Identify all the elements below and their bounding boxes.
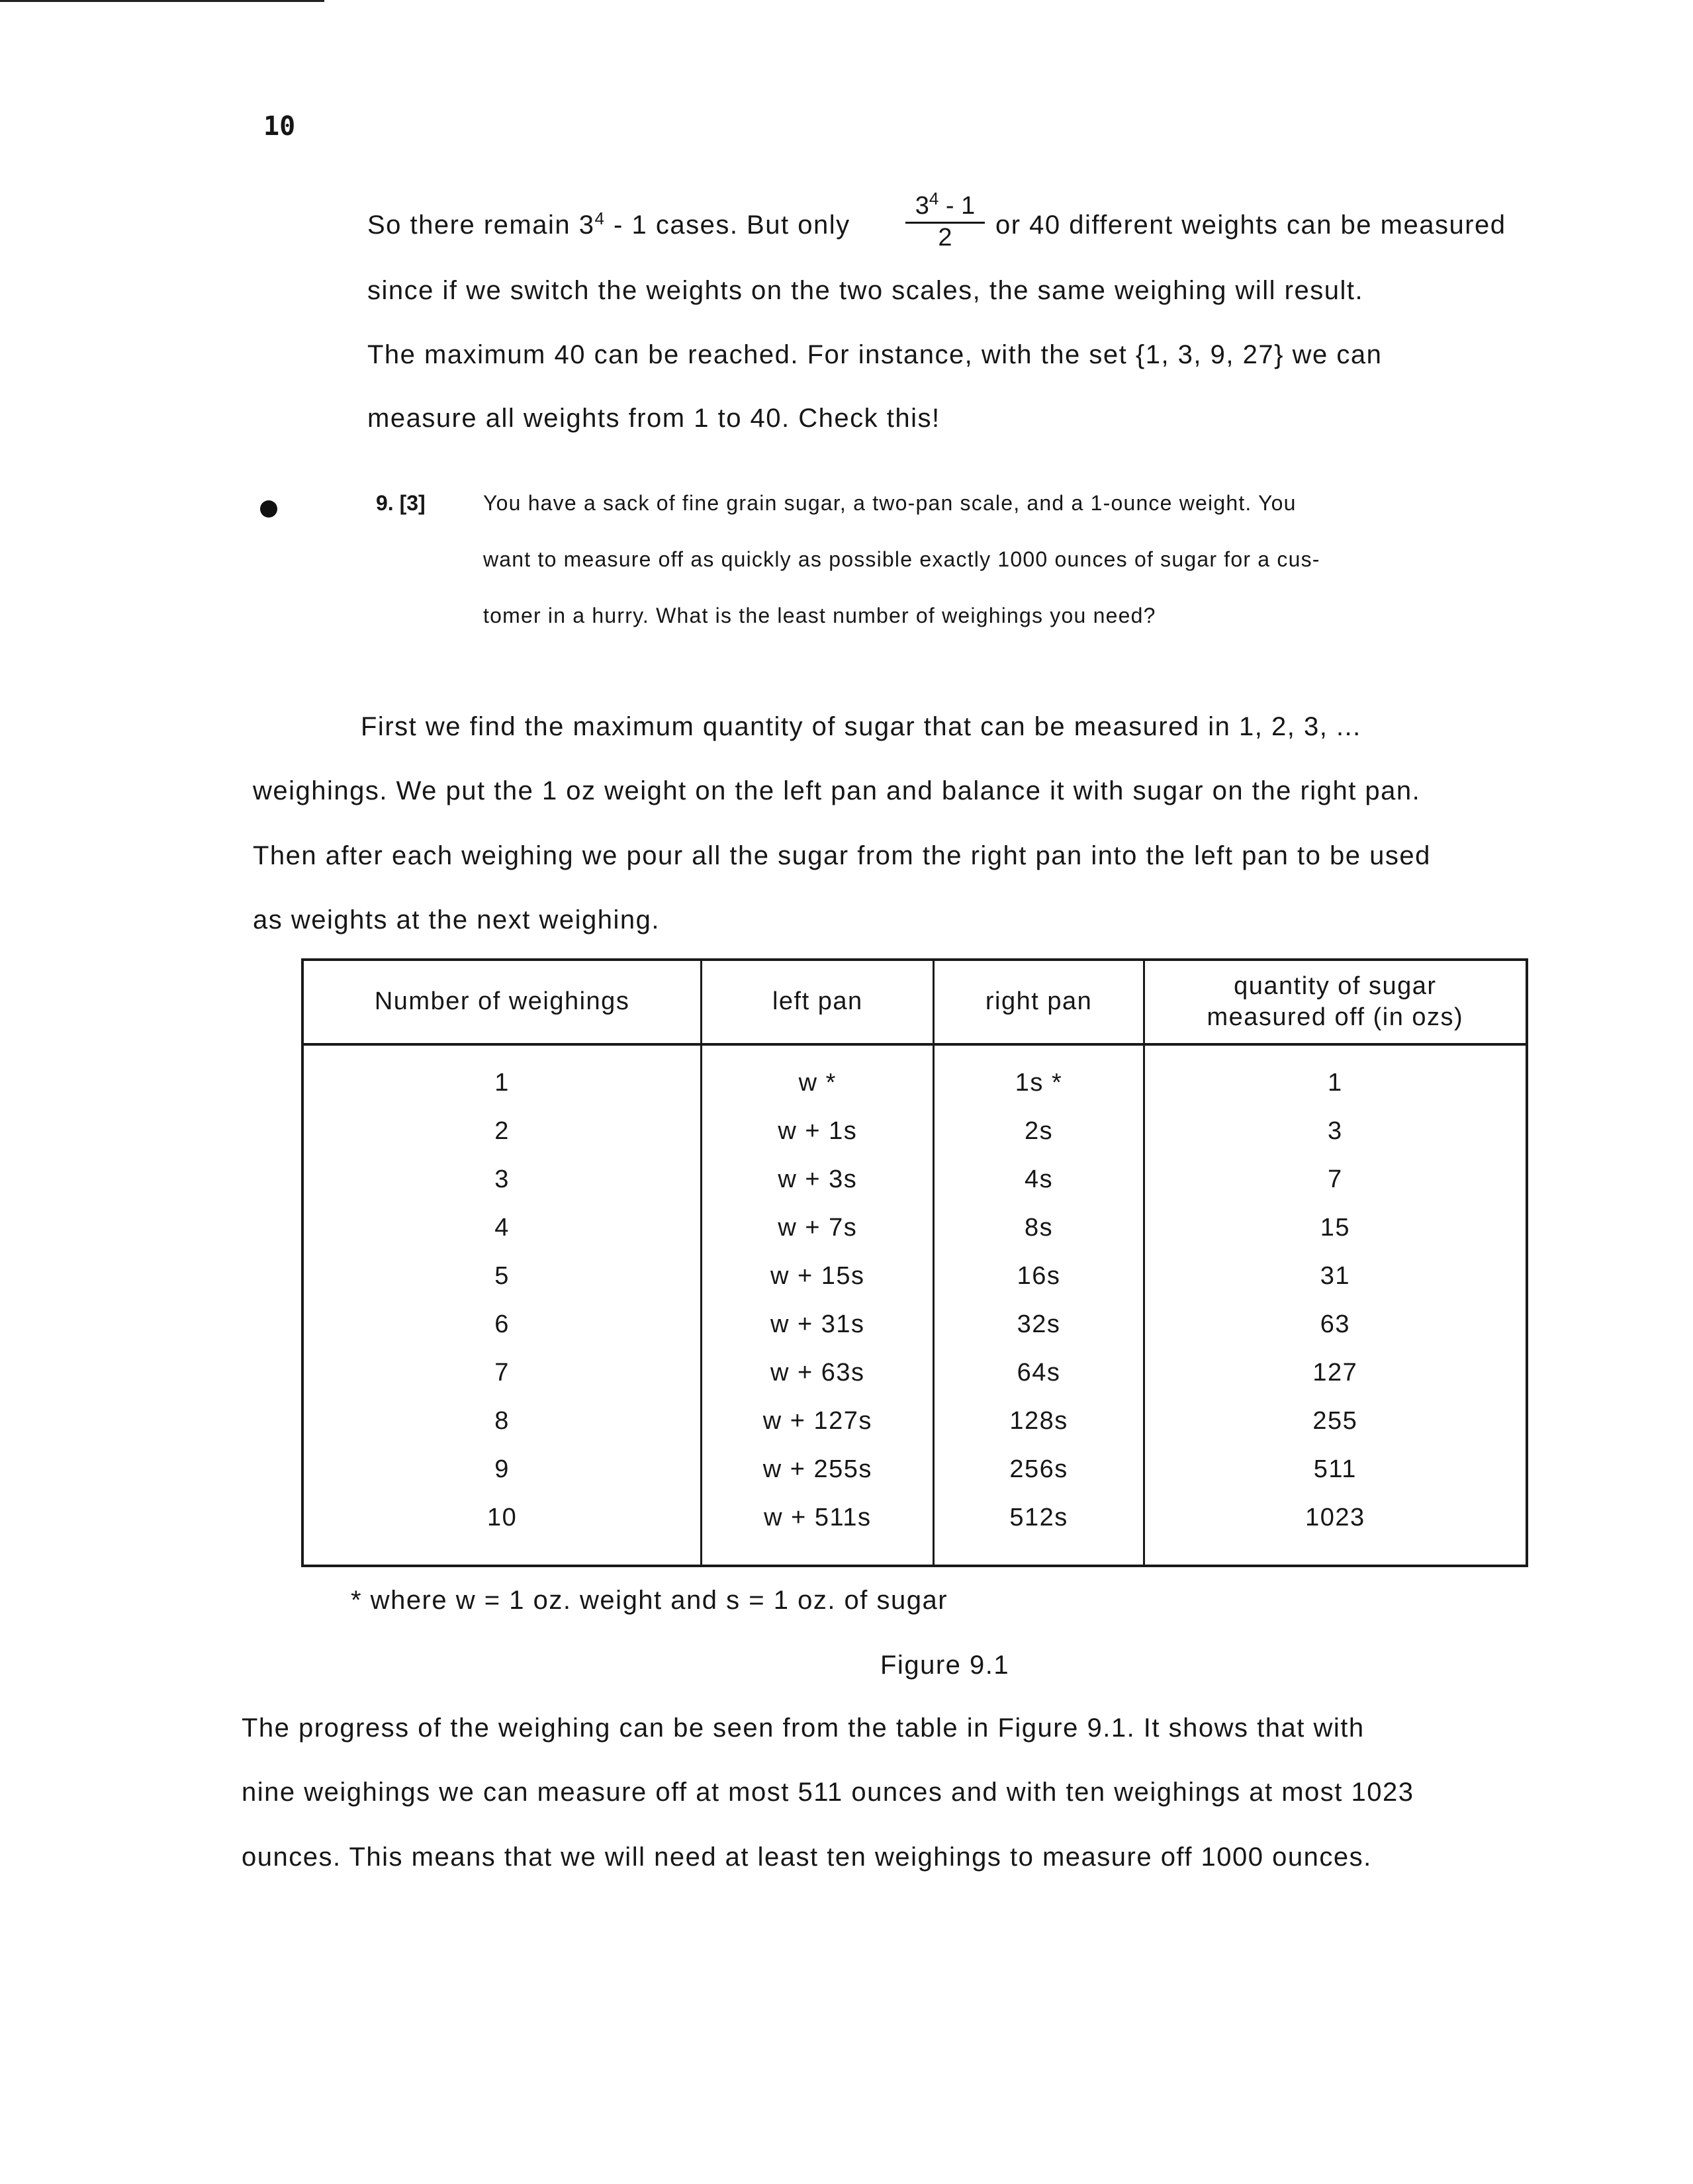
intro-line-4: measure all weights from 1 to 40. Check this! [367,404,940,433]
table-footnote: * where w = 1 oz. weight and s = 1 oz. of sugar [351,1586,948,1615]
table-row [302,1349,1527,1397]
bullet-marker [260,500,277,518]
intro-line-1a [367,210,850,240]
table-row [302,1445,1527,1494]
conclusion-line-2: nine weighings we can measure off at most 511 ounces and with ten weighings at most 1023 [242,1778,1414,1807]
table-row [302,1204,1527,1252]
intro-line-1b-text: - 1 cases. But only [605,210,850,240]
cell-n: 1 [302,1044,702,1107]
intro-exponent: 4 [594,208,606,228]
cell-n: 4 [302,1204,702,1252]
cell-n: 2 [302,1107,702,1156]
cell-right: 32s [934,1300,1144,1349]
table-row [302,1156,1527,1204]
conclusion-line-3: ounces. This means that we will need at least ten weighings to measure off 1000 ounces. [242,1843,1372,1872]
cell-n: 9 [302,1445,702,1494]
cell-right: 2s [934,1107,1144,1156]
fraction-num-rest: - 1 [938,192,976,220]
weighing-table [301,958,1528,1567]
cell-left: w * [702,1044,934,1107]
table-row [302,1044,1527,1107]
header-quantity-line-2: measured off (in ozs) [1207,1003,1464,1031]
fraction-numerator [905,189,985,224]
conclusion-line-1: The progress of the weighing can be seen from the table in Figure 9.1. It shows that with [242,1713,1365,1743]
cell-n: 10 [302,1494,702,1566]
fraction [905,189,985,252]
header-quantity-line-1: quantity of sugar [1234,972,1437,1000]
cell-qty: 31 [1144,1252,1527,1300]
table-row [302,1300,1527,1349]
cell-left: w + 255s [702,1445,934,1494]
solution-line-2: weighings. We put the 1 oz weight on the left pan and balance it with sugar on the right pan. [253,776,1421,805]
figure-caption: Figure 9.1 [880,1651,1010,1680]
cell-left: w + 1s [702,1107,934,1156]
intro-line-2: since if we switch the weights on the two scales, the same weighing will result. [367,276,1364,305]
problem-line-2: want to measure off as quickly as possible exactly 1000 ounces of sugar for a cus- [483,547,1320,571]
cell-qty: 127 [1144,1349,1527,1397]
intro-line-3: The maximum 40 can be reached. For instance, with the set {1, 3, 9, 27} we can [367,340,1383,369]
cell-n: 8 [302,1397,702,1445]
table-row [302,1494,1527,1566]
cell-left: w + 7s [702,1204,934,1252]
table-row [302,1107,1527,1156]
intro-line-1c: or 40 different weights can be measured [995,210,1506,240]
header-left-pan: left pan [702,960,934,1044]
cell-left: w + 127s [702,1397,934,1445]
header-quantity [1144,960,1527,1044]
table-row [302,1397,1527,1445]
cell-qty: 3 [1144,1107,1527,1156]
cell-left: w + 31s [702,1300,934,1349]
cell-n: 7 [302,1349,702,1397]
problem-line-1: You have a sack of fine grain sugar, a two-pan scale, and a 1-ounce weight. You [483,491,1297,515]
cell-qty: 255 [1144,1397,1527,1445]
cell-qty: 1 [1144,1044,1527,1107]
cell-qty: 15 [1144,1204,1527,1252]
solution-line-4: as weights at the next weighing. [253,905,661,934]
cell-left: w + 511s [702,1494,934,1566]
intro-line-1a-text: So there remain 3 [367,210,595,240]
cell-left: w + 3s [702,1156,934,1204]
cell-right: 16s [934,1252,1144,1300]
cell-qty: 63 [1144,1300,1527,1349]
cell-right: 64s [934,1349,1144,1397]
cell-right: 512s [934,1494,1144,1566]
problem-number: 9. [3] [376,491,426,515]
fraction-num-exponent: 4 [929,189,939,208]
fraction-num-base: 3 [915,192,929,220]
header-right-pan: right pan [934,960,1144,1044]
cell-right: 8s [934,1204,1144,1252]
cell-qty: 7 [1144,1156,1527,1204]
cell-right: 1s * [934,1044,1144,1107]
cell-right: 4s [934,1156,1144,1204]
header-weighings: Number of weighings [302,960,702,1044]
table-header-row [302,960,1527,1044]
top-rule [0,0,324,2]
page-number: 10 [263,111,296,142]
solution-line-3: Then after each weighing we pour all the sugar from the right pan into the left pan to be used [253,841,1431,870]
cell-qty: 1023 [1144,1494,1527,1566]
cell-right: 128s [934,1397,1144,1445]
solution-line-1: First we find the maximum quantity of sugar that can be measured in 1, 2, 3, ... [361,712,1361,741]
cell-left: w + 63s [702,1349,934,1397]
cell-n: 5 [302,1252,702,1300]
problem-line-3: tomer in a hurry. What is the least number of weighings you need? [483,604,1156,627]
cell-n: 6 [302,1300,702,1349]
cell-right: 256s [934,1445,1144,1494]
table-row [302,1252,1527,1300]
cell-qty: 511 [1144,1445,1527,1494]
fraction-denominator: 2 [938,224,952,251]
cell-n: 3 [302,1156,702,1204]
cell-left: w + 15s [702,1252,934,1300]
